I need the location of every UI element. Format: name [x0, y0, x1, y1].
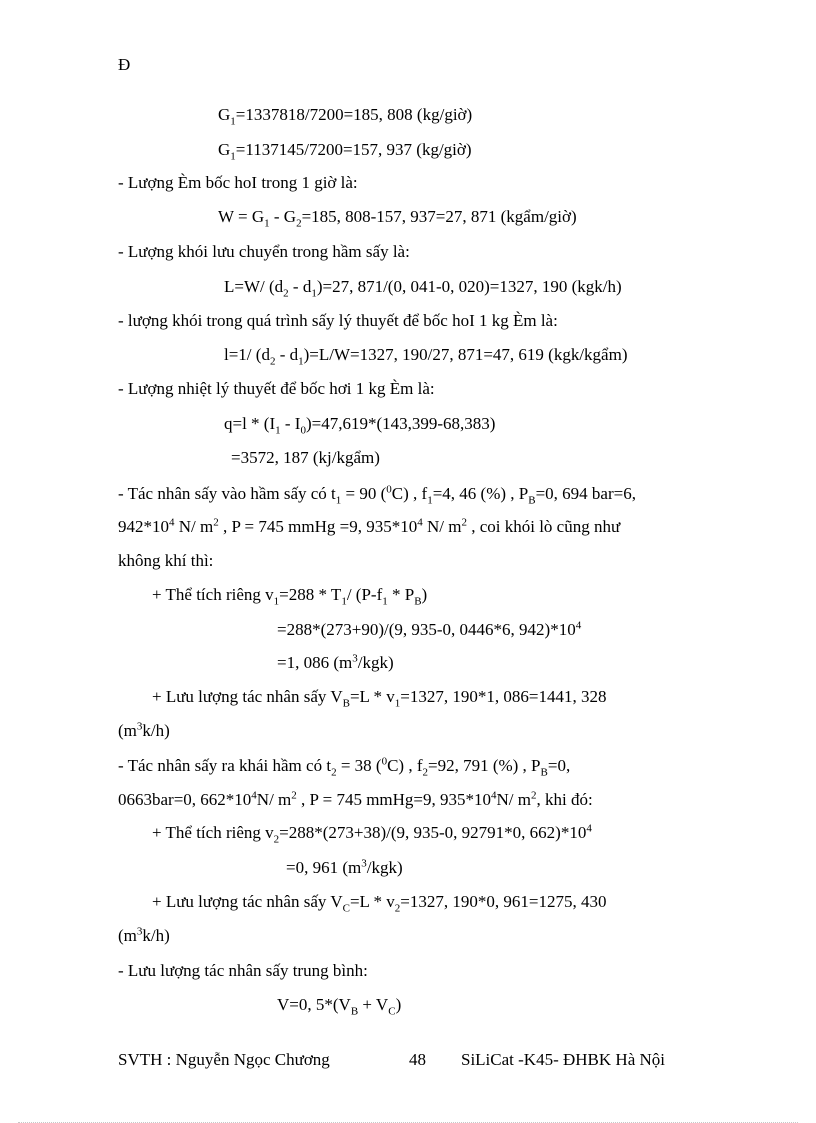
eq-v-avg: V=0, $5*(V_B + V_C)$ — [277, 995, 402, 1018]
heading-smoke-circulation: - Lượng khói lưu chuyển trong hầm sấy là: — [118, 242, 410, 261]
footer-author: SVTH : Nguyễn Ngọc Chương — [118, 1050, 330, 1069]
para-outlet-1: - Tác nhân sấy ra khái hầm có $t_2 = 38$ ($^0$C) , $f_2=92$, 791 (%) , $P_B=0$, — [118, 755, 571, 779]
eq-q: $q=l * (I_1 - I_0)=47,619*(143,399-68,383)$ — [224, 414, 496, 437]
eq-v1-result: =1, 086 $(m^3/kgk)$ — [277, 652, 394, 672]
eq-w: $W = G_1 - G_2=185$, 808-157, 937=27, 871 (kgẩm/giờ) — [218, 207, 577, 230]
heading-moisture-evaporated: - Lượng Èm bốc hoI trong 1 giờ là: — [118, 173, 358, 192]
eq-vc-unit: $(m^3k/h)$ — [118, 925, 170, 945]
eq-v1-calc: =288*(273+90)/(9, 935-0, 0446*6, $942)*10^4$ — [277, 619, 582, 639]
eq-vc: + Lưu lượng tác nhân sấy $V_C=L * v_2=1327$, 190*0, 961=1275, 430 — [152, 892, 607, 915]
heading-average-flow: - Lưu lượng tác nhân sấy trung bình: — [118, 961, 368, 980]
header-mark: Đ — [118, 55, 131, 74]
eq-v2-result: =0, 961 $(m^3/kgk)$ — [286, 857, 403, 877]
footer-page-number: 48 — [409, 1050, 426, 1069]
heading-smoke-theoretical: - lượng khói trong quá trình sấy lý thuyết để bốc hoI 1 kg Èm là: — [118, 311, 558, 330]
eq-g1-second: $G_1=1137145/7200=157$, 937 (kg/giờ) — [218, 140, 472, 163]
eq-vb-unit: $(m^3k/h)$ — [118, 720, 170, 740]
eq-q-result: =3572, 187 (kj/kgẩm) — [231, 448, 380, 467]
para-outlet-2: 0663bar=0, $662*10^4N/$ $m^2$ , P = 745 mmHg=9, $935*10^4N/$ $m^2$, khi đó: — [118, 789, 593, 809]
para-inlet-2: $942*10^4$ N/ $m^2$ , P = 745 mmHg =9, $935*10^4$ N/ $m^2$ , coi khói lò cũng như — [118, 516, 621, 536]
eq-v2: + Thể tích riêng $v_2=288*(273+38)/(9$, 935-0, 92791*0, $662)*10^4$ — [152, 822, 592, 846]
footer-institution: SiLiCat -K45- ĐHBK Hà Nội — [461, 1050, 665, 1069]
eq-l-specific: l=1/ $(d_2 - d_1)=L/W=1327$, 190/27, 871=47, 619 (kgk/kgẩm) — [224, 345, 628, 368]
para-inlet-1: - Tác nhân sấy vào hầm sấy có $t_1 = 90$ ($^0$C) , $f_1=4$, 46 (%) , $P_B=0$, 694 bar=6, — [118, 483, 636, 507]
para-inlet-3: không khí thì: — [118, 551, 214, 570]
eq-vb: + Lưu lượng tác nhân sấy $V_B=L * v_1=1327$, 190*1, 086=1441, 328 — [152, 687, 607, 710]
eq-l: L=W/ $(d_2 - d_1)=27$, 871/(0, 041-0, 020)=1327, 190 (kgk/h) — [224, 277, 622, 300]
eq-g1-first: $G_1=1337818/7200=185$, 808 (kg/giờ) — [218, 105, 473, 128]
heading-heat-theoretical: - Lượng nhiệt lý thuyết để bốc hơi 1 kg Èm là: — [118, 379, 435, 398]
eq-v1: + Thể tích riêng $v_1=288 * T_1/$ $(P-f_1 * P_B)$ — [152, 585, 428, 608]
